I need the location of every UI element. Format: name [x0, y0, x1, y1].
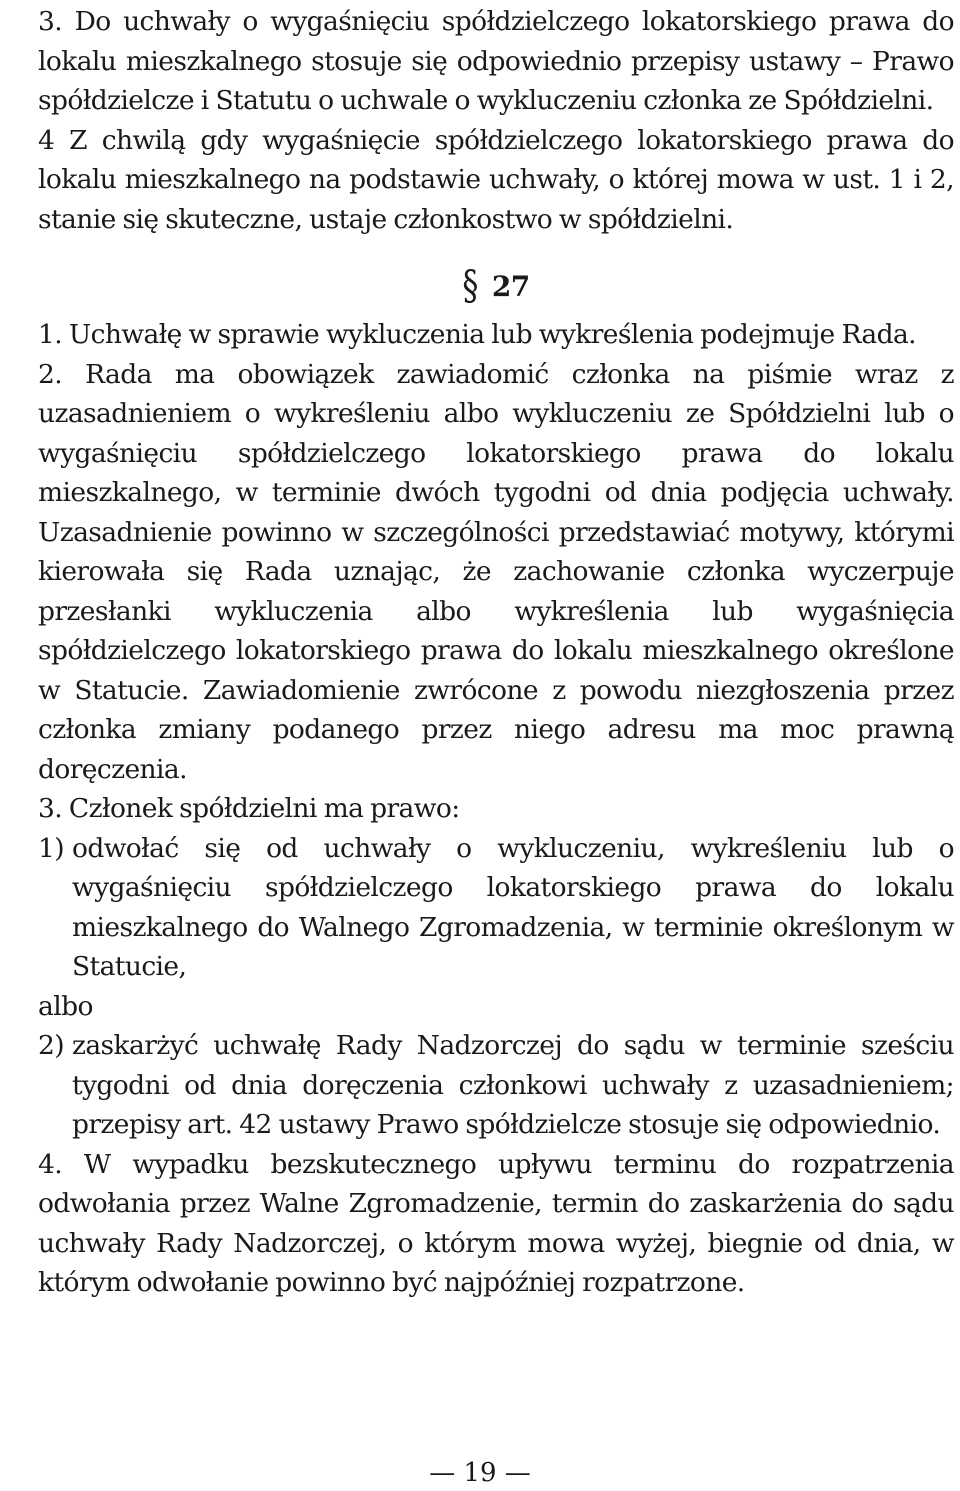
connector-line — [38, 987, 954, 1027]
section-heading — [38, 245, 954, 313]
paragraph-text: Członek spółdzielni ma prawo: — [68, 793, 460, 824]
section-paragraph-3 — [38, 789, 954, 829]
section-paragraph-1 — [38, 315, 954, 355]
paragraph-3-decision-rules — [38, 2, 954, 121]
rights-list — [38, 829, 954, 1145]
document-body — [38, 2, 954, 1303]
paragraph-text: Z chwilą gdy wygaśnięcie spółdzielczego lokatorskiego prawa do lokalu mieszkalnego na podstawie uchwały, o której mowa w ust. 1 i 2, stanie się skuteczne, ustaje członkostwo w spółdzielni. — [38, 124, 955, 235]
rights-item-1 — [38, 829, 954, 987]
connector-word: albo — [38, 990, 93, 1022]
section-sign: § — [462, 261, 478, 309]
paragraph-number: 1. — [38, 319, 63, 350]
paragraph-text: W wypadku bezskutecznego upływu terminu do rozpatrzenia odwołania przez Walne Zgromadzenie, termin do zaskarżenia do sądu uchwały Rady Nadzorczej, o którym mowa wyżej, biegnie od dnia, w którym odwołanie powinno być najpóźniej rozpatrzone. — [38, 1148, 954, 1298]
paragraph-number: 3. — [38, 6, 63, 37]
paragraph-number: 4 — [38, 124, 55, 156]
page-number: — 19 — — [429, 1458, 531, 1488]
list-item-text: zaskarżyć uchwałę Rady Nadzorczej do sądu w terminie sześciu tygodni od dnia doręczenia członkowi uchwały z uzasadnieniem; przepisy art. 42 ustawy Prawo spółdzielcze stosuje się odpowiednio. — [72, 1030, 954, 1140]
paragraph-text: Uchwałę w sprawie wykluczenia lub wykreślenia podejmuje Rada. — [68, 319, 917, 350]
paragraph-number: 3. — [38, 793, 63, 824]
list-item-text: odwołać się od uchwały o wykluczeniu, wykreśleniu lub o wygaśnięciu spółdzielczego lokatorskiego prawa do lokalu mieszkalnego do Walnego Zgromadzenia, w terminie określonym w Statucie, — [72, 832, 954, 982]
list-marker: 1) — [38, 832, 64, 864]
paragraph-number: 2. — [38, 358, 63, 390]
list-marker: 2) — [38, 1030, 64, 1061]
paragraph-4-membership-end — [38, 121, 954, 240]
section-paragraph-2 — [38, 355, 954, 790]
paragraph-text: Do uchwały o wygaśnięciu spółdzielczego lokatorskiego prawa do lokalu mieszkalnego stosuje się odpowiednio przepisy ustawy – Prawo spółdzielcze i Statutu o uchwale o wykluczeniu członka ze Spółdzielni. — [38, 6, 955, 116]
paragraph-number: 4. — [38, 1148, 63, 1180]
paragraph-text: Rada ma obowiązek zawiadomić członka na piśmie wraz z uzasadnieniem o wykreśleniu albo wykluczeniu ze Spółdzielni lub o wygaśnięciu spółdzielczego lokatorskiego prawa do lokalu mieszkalnego, w terminie dwóch tygodni od dnia podjęcia uchwały. Uzasadnienie powinno w szczególności przedstawiać motywy, którymi kierowała się Rada uznając, że zachowanie członka wyczerpuje przesłanki wykluczenia albo wykreślenia lub wygaśnięcia spółdzielczego lokatorskiego prawa do lokalu mieszkalnego określone w Statucie. Zawiadomienie zwrócone z powodu niezgłoszenia przez członka zmiany podanego przez niego adresu ma moc prawną doręczenia. — [38, 358, 954, 785]
section-paragraph-4 — [38, 1145, 954, 1303]
section-number: 27 — [491, 270, 530, 303]
rights-item-2 — [38, 1026, 954, 1145]
